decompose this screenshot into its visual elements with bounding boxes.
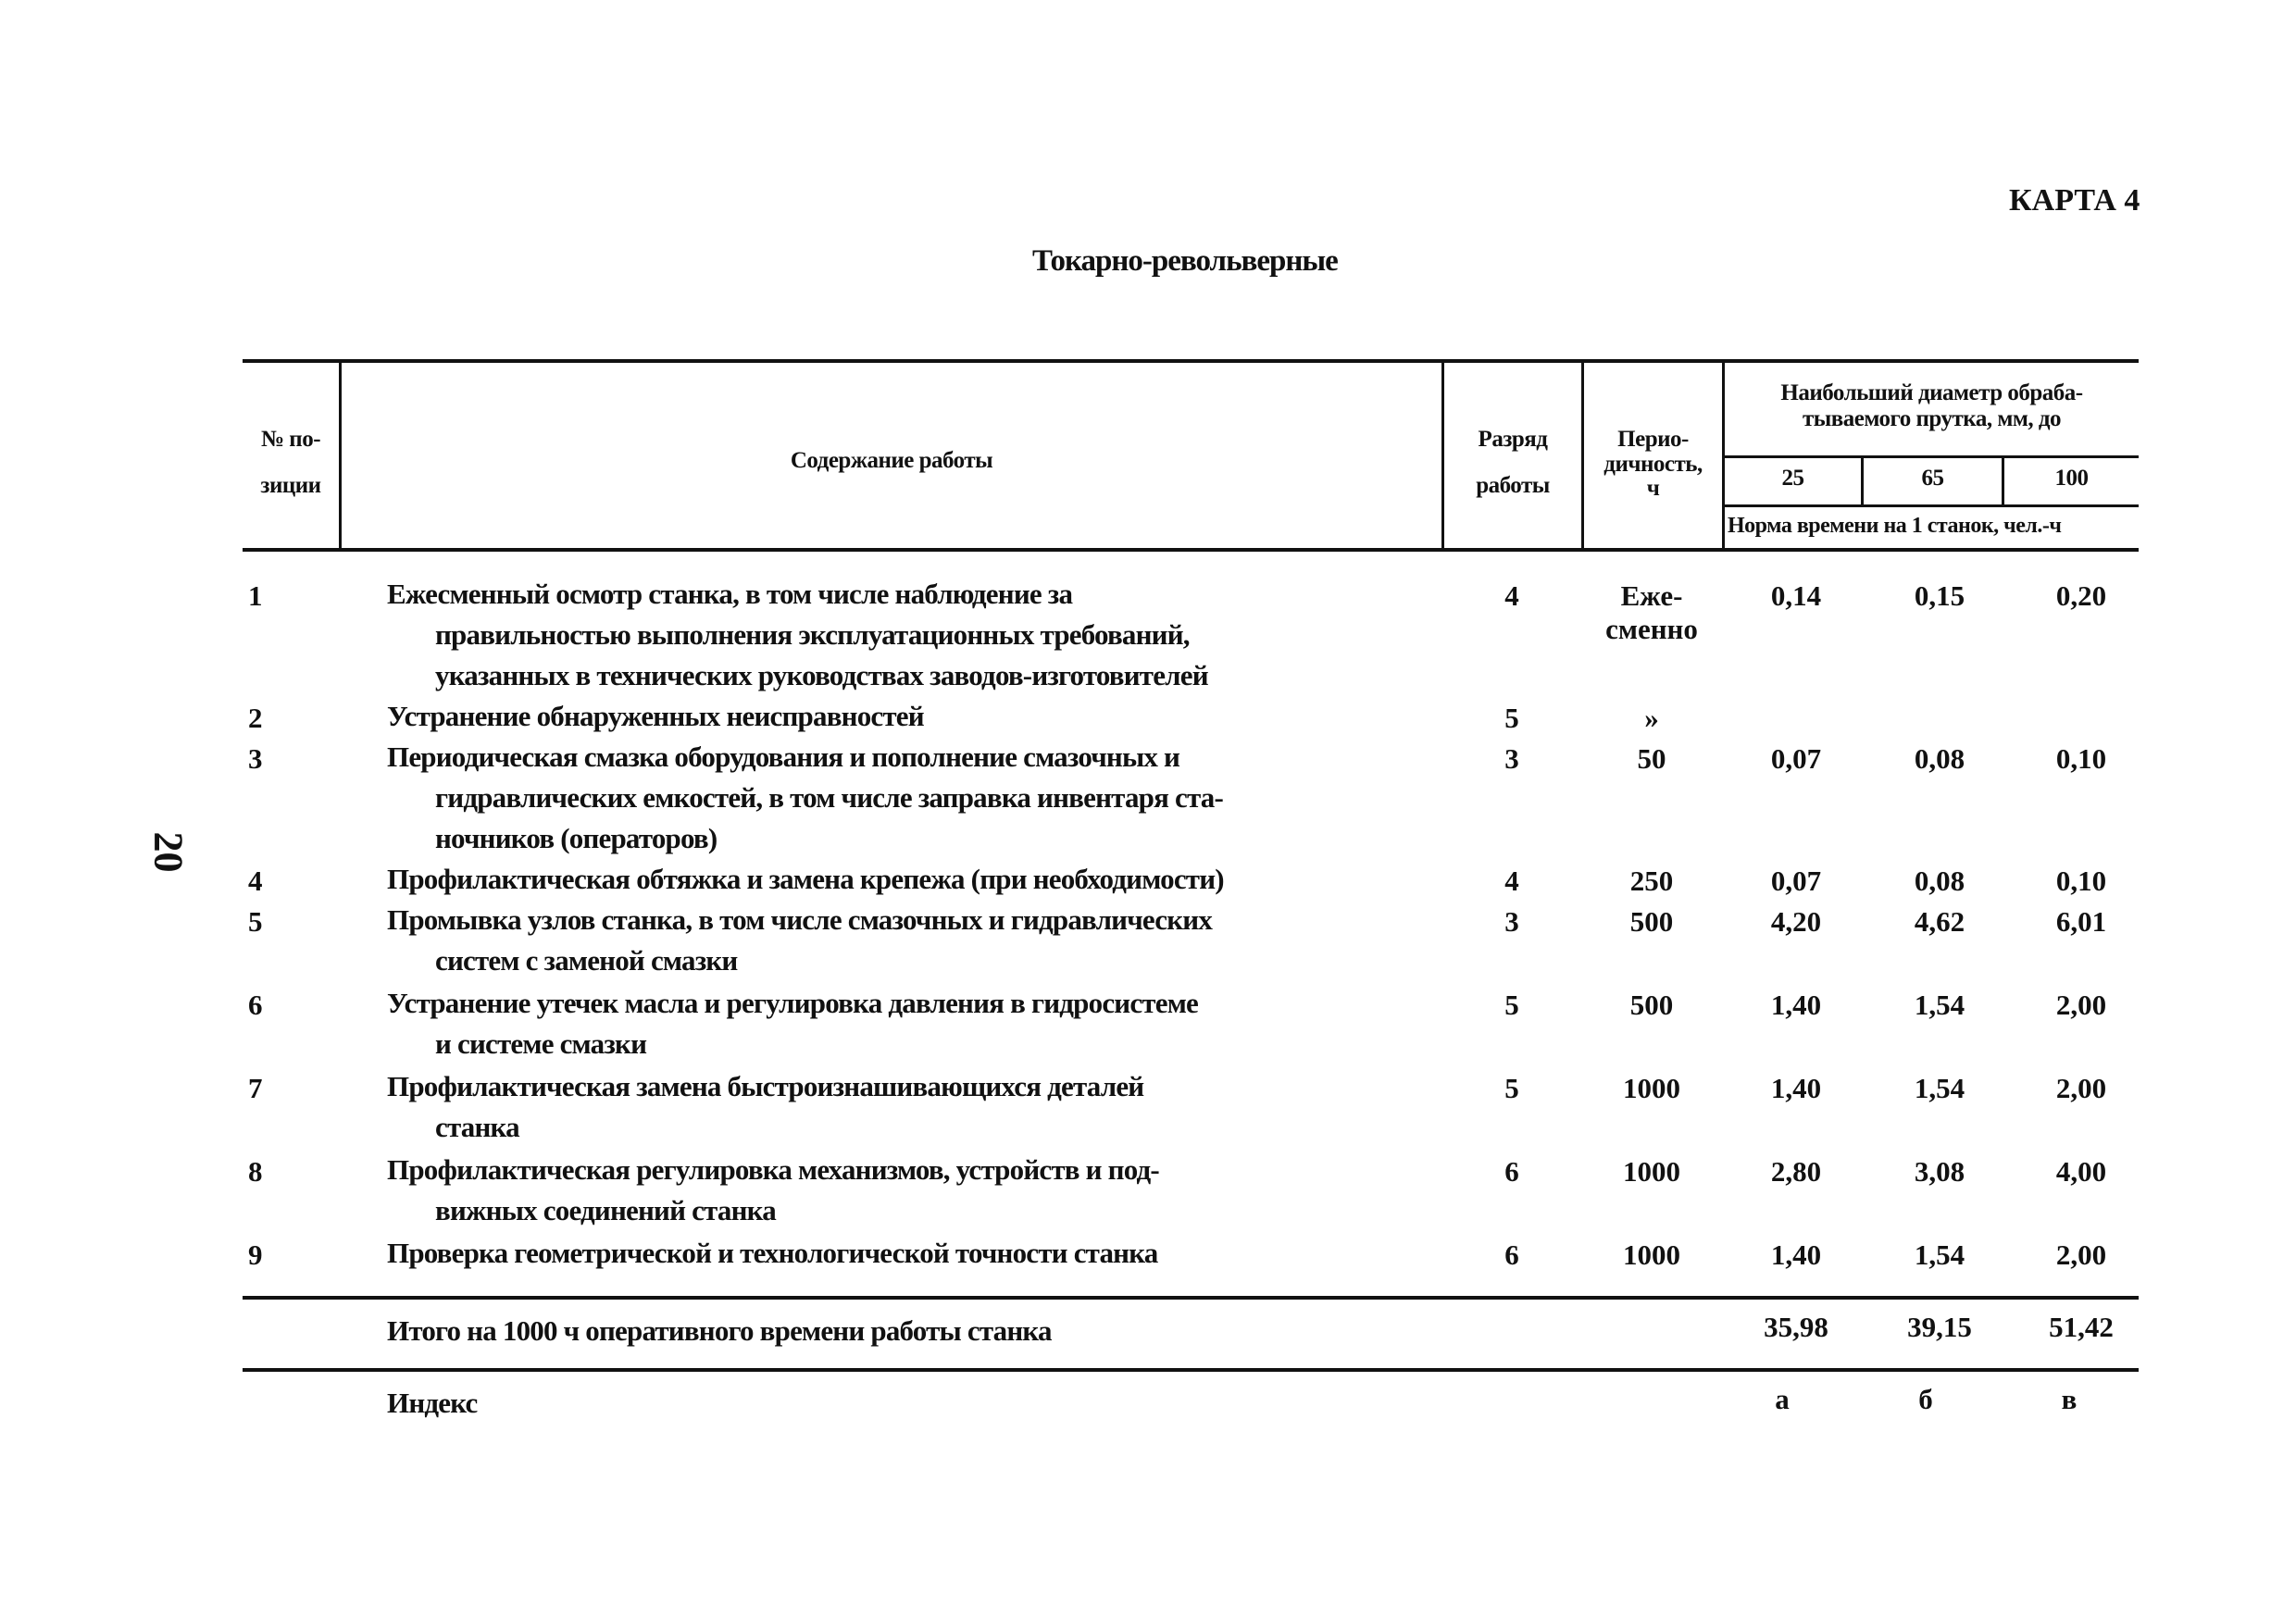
- row-value-25: 4,20: [1770, 905, 1822, 938]
- total-v65: 39,15: [1907, 1311, 1972, 1343]
- row-grade: 3: [1504, 905, 1519, 938]
- row-content-line: станка: [435, 1111, 519, 1143]
- header-pos-line2: зиции: [260, 473, 321, 498]
- row-value-65: 4,62: [1914, 905, 1965, 938]
- row-value-65: 1,54: [1914, 1238, 1965, 1271]
- row-content: [387, 737, 1223, 859]
- row-value-100: 2,00: [2055, 1238, 2107, 1271]
- row-content: [387, 1150, 1159, 1231]
- row-content: [387, 574, 1208, 696]
- row-grade: 5: [1504, 1072, 1519, 1104]
- row-period: 50: [1637, 742, 1666, 775]
- row-value-100: 2,00: [2055, 989, 2107, 1021]
- header-grade-line2: работы: [1476, 473, 1550, 498]
- row-period: 500: [1629, 989, 1674, 1021]
- row-period: Еже-: [1620, 579, 1683, 612]
- header-period-line3: ч: [1646, 476, 1660, 501]
- row-content-line: Периодическая смазка оборудования и пополнение смазочных и: [387, 741, 1180, 773]
- row-grade: 4: [1504, 865, 1519, 897]
- row-content-line: Проверка геометрической и технологической точности станка: [387, 1237, 1158, 1269]
- row-grade: 5: [1504, 989, 1519, 1021]
- header-diameter-line1: Наибольший диаметр обраба-: [1780, 380, 2083, 405]
- row-content: [387, 1233, 1158, 1274]
- row-content-line: вижных соединений станка: [435, 1194, 776, 1226]
- row-content: [387, 1066, 1143, 1148]
- row-content-line: указанных в технических руководствах заводов-изготовителей: [435, 659, 1208, 691]
- row-value-25: 1,40: [1770, 1238, 1822, 1271]
- row-value-25: 1,40: [1770, 989, 1822, 1021]
- row-position-number: 3: [248, 742, 263, 775]
- row-value-25: 0,07: [1770, 865, 1822, 897]
- row-content-line: гидравлических емкостей, в том числе заправка инвентаря ста-: [435, 781, 1224, 814]
- index-v25: а: [1775, 1383, 1790, 1415]
- row-grade: 6: [1504, 1238, 1519, 1271]
- header-d65: 65: [1921, 466, 1944, 491]
- row-position-number: 9: [248, 1238, 263, 1271]
- card-label: КАРТА 4: [2009, 183, 2140, 218]
- total-top-rule: [243, 1296, 2139, 1300]
- row-period: 1000: [1623, 1072, 1680, 1104]
- page-title: Токарно-револьверные: [1032, 244, 1338, 278]
- header-norm: Норма времени на 1 станок, чел.-ч: [1728, 514, 2062, 538]
- row-content-line: и системе смазки: [435, 1027, 647, 1060]
- row-grade: 5: [1504, 702, 1519, 734]
- header-period-line1: Перио-: [1617, 427, 1689, 452]
- row-content-line: Профилактическая регулировка механизмов, устройств и под-: [387, 1153, 1159, 1186]
- row-content: [387, 900, 1212, 981]
- total-v25: 35,98: [1764, 1311, 1828, 1343]
- row-content: [387, 696, 924, 737]
- row-content-line: Профилактическая замена быстроизнашивающихся деталей: [387, 1070, 1144, 1102]
- row-value-65: 0,15: [1914, 579, 1965, 612]
- index-top-rule: [243, 1368, 2139, 1372]
- row-content-line: Устранение обнаруженных неисправностей: [387, 700, 924, 732]
- total-label: Итого на 1000 ч оперативного времени работы станка: [387, 1314, 1052, 1347]
- row-content-line: Промывка узлов станка, в том числе смазочных и гидравлических: [387, 903, 1213, 936]
- row-value-65: 0,08: [1914, 742, 1965, 775]
- row-content-line: систем с заменой смазки: [435, 944, 738, 977]
- total-v100: 51,42: [2049, 1311, 2114, 1343]
- row-value-65: 1,54: [1914, 1072, 1965, 1104]
- row-position-number: 5: [248, 905, 263, 938]
- row-value-25: 1,40: [1770, 1072, 1822, 1104]
- row-value-65: 0,08: [1914, 865, 1965, 897]
- row-period: 500: [1629, 905, 1674, 938]
- index-label: Индекс: [387, 1387, 478, 1419]
- row-value-25: 0,14: [1770, 579, 1822, 612]
- header-d25: 25: [1781, 466, 1804, 491]
- row-value-100: 2,00: [2055, 1072, 2107, 1104]
- header-content: Содержание работы: [790, 448, 993, 473]
- header-grade-line1: Разряд: [1478, 427, 1548, 452]
- index-v100: в: [2061, 1383, 2078, 1415]
- row-content-line: правильностью выполнения эксплуатационных требований,: [435, 618, 1190, 651]
- row-grade: 3: [1504, 742, 1519, 775]
- row-value-100: 0,10: [2055, 865, 2107, 897]
- row-value-65: 3,08: [1914, 1155, 1965, 1188]
- row-period: 1000: [1623, 1155, 1680, 1188]
- header-period-line2: дичность,: [1603, 452, 1703, 477]
- row-position-number: 2: [248, 702, 263, 734]
- row-value-100: 0,10: [2055, 742, 2107, 775]
- row-period: 250: [1629, 865, 1674, 897]
- row-value-100: 0,20: [2055, 579, 2107, 612]
- row-period: 1000: [1623, 1238, 1680, 1271]
- index-v65: б: [1918, 1383, 1933, 1415]
- row-value-65: 1,54: [1914, 989, 1965, 1021]
- header-d100: 100: [2054, 466, 2089, 491]
- row-content: [387, 983, 1198, 1064]
- row-value-25: 0,07: [1770, 742, 1822, 775]
- row-period-line2: сменно: [1605, 613, 1698, 645]
- row-grade: 4: [1504, 579, 1519, 612]
- header-diameter-line2: тываемого прутка, мм, до: [1802, 406, 2062, 431]
- row-position-number: 1: [248, 579, 263, 612]
- row-position-number: 6: [248, 989, 263, 1021]
- row-content-line: Устранение утечек масла и регулировка давления в гидросистеме: [387, 987, 1198, 1019]
- row-content-line: Ежесменный осмотр станка, в том числе наблюдение за: [387, 578, 1073, 610]
- row-position-number: 4: [248, 865, 263, 897]
- row-value-100: 4,00: [2055, 1155, 2107, 1188]
- row-value-25: 2,80: [1770, 1155, 1822, 1188]
- row-grade: 6: [1504, 1155, 1519, 1188]
- row-period: »: [1644, 702, 1659, 734]
- page-number: 20: [145, 831, 192, 873]
- row-position-number: 7: [248, 1072, 263, 1104]
- row-content-line: ночников (операторов): [435, 822, 718, 854]
- row-value-100: 6,01: [2055, 905, 2107, 938]
- row-position-number: 8: [248, 1155, 263, 1188]
- header-pos-line1: № по-: [260, 427, 321, 452]
- row-content: [387, 859, 1224, 900]
- row-content-line: Профилактическая обтяжка и замена крепежа (при необходимости): [387, 863, 1224, 895]
